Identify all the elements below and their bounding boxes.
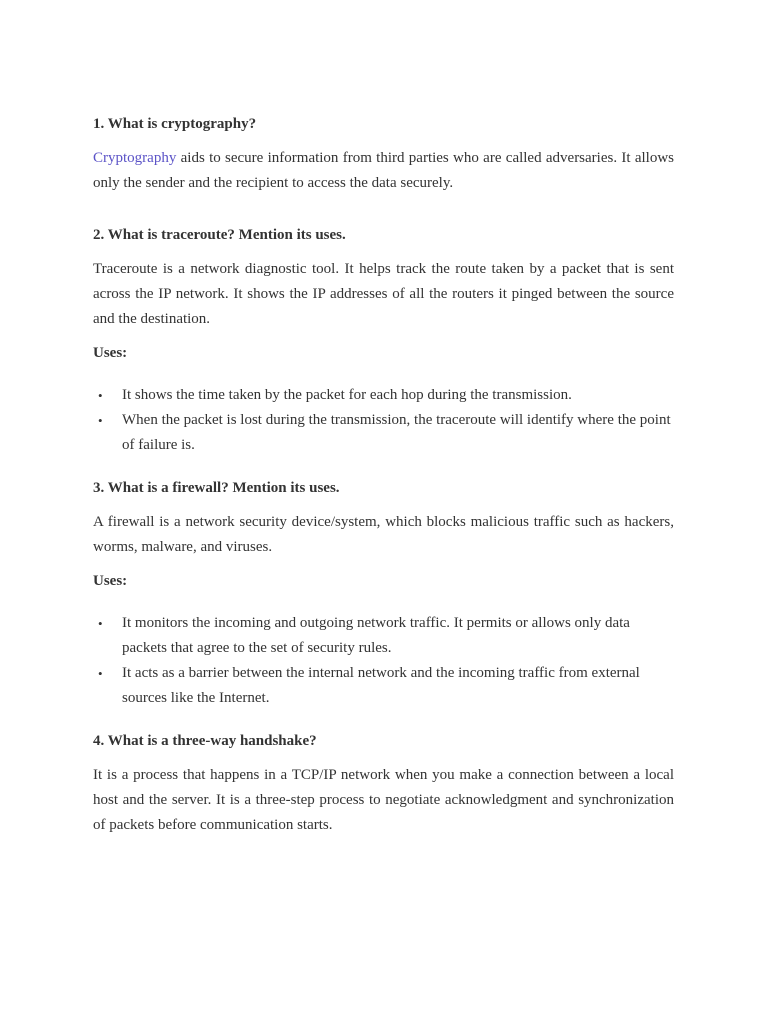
section-firewall <box>93 476 674 711</box>
section-heading: 4. What is a three-way handshake? <box>93 733 317 749</box>
bullet-icon: • <box>98 616 103 631</box>
list-item <box>93 611 674 661</box>
bullet-list <box>93 611 674 711</box>
section-cryptography <box>93 112 674 196</box>
section-spacer <box>93 458 674 476</box>
list-item-text: When the packet is lost during the transmission, the traceroute will identify where the point of failure is. <box>122 412 671 453</box>
section-heading: 1. What is cryptography? <box>93 116 257 132</box>
list-item-text: It shows the time taken by the packet for each hop during the transmission. <box>122 387 572 403</box>
bullet-spacer <box>93 603 674 611</box>
list-item-text: It monitors the incoming and outgoing network traffic. It permits or allows only data packets that agree to the set of security rules. <box>122 615 630 656</box>
section-traceroute <box>93 223 674 458</box>
list-item <box>93 661 674 711</box>
section-heading: 2. What is traceroute? Mention its uses. <box>93 227 346 243</box>
bullet-list <box>93 383 674 458</box>
section-paragraph: A firewall is a network security device/system, which blocks malicious traffic such as hackers, worms, malware, and viruses. <box>93 514 674 555</box>
section-spacer <box>93 711 674 729</box>
list-item <box>93 383 674 408</box>
section-paragraph: Traceroute is a network diagnostic tool. It helps track the route taken by a packet that is sent across the IP network. It shows the IP addresses of all the routers it pinged between the source and the destination. <box>93 261 674 327</box>
list-item-text: It acts as a barrier between the internal network and the incoming traffic from external sources like the Internet. <box>122 665 640 706</box>
section-paragraph: It is a process that happens in a TCP/IP network when you make a connection between a local host and the server. It is a three-step process to negotiate acknowledgment and synchronization of packets before communication starts. <box>93 767 674 833</box>
section-three-way-handshake <box>93 729 674 838</box>
bullet-icon: • <box>98 413 103 428</box>
bullet-icon: • <box>98 388 103 403</box>
uses-label: Uses: <box>93 345 128 361</box>
uses-label: Uses: <box>93 573 128 589</box>
section-spacer <box>93 205 674 223</box>
list-item <box>93 408 674 458</box>
section-paragraph <box>93 146 674 196</box>
paragraph-text: aids to secure information from third parties who are called adversaries. It allows only the sender and the recipient to access the data securely. <box>93 150 674 191</box>
section-heading: 3. What is a firewall? Mention its uses. <box>93 480 340 496</box>
bullet-icon: • <box>98 666 103 681</box>
bullet-spacer <box>93 375 674 383</box>
cryptography-link[interactable]: Cryptography <box>93 150 177 166</box>
document-page <box>93 112 674 847</box>
